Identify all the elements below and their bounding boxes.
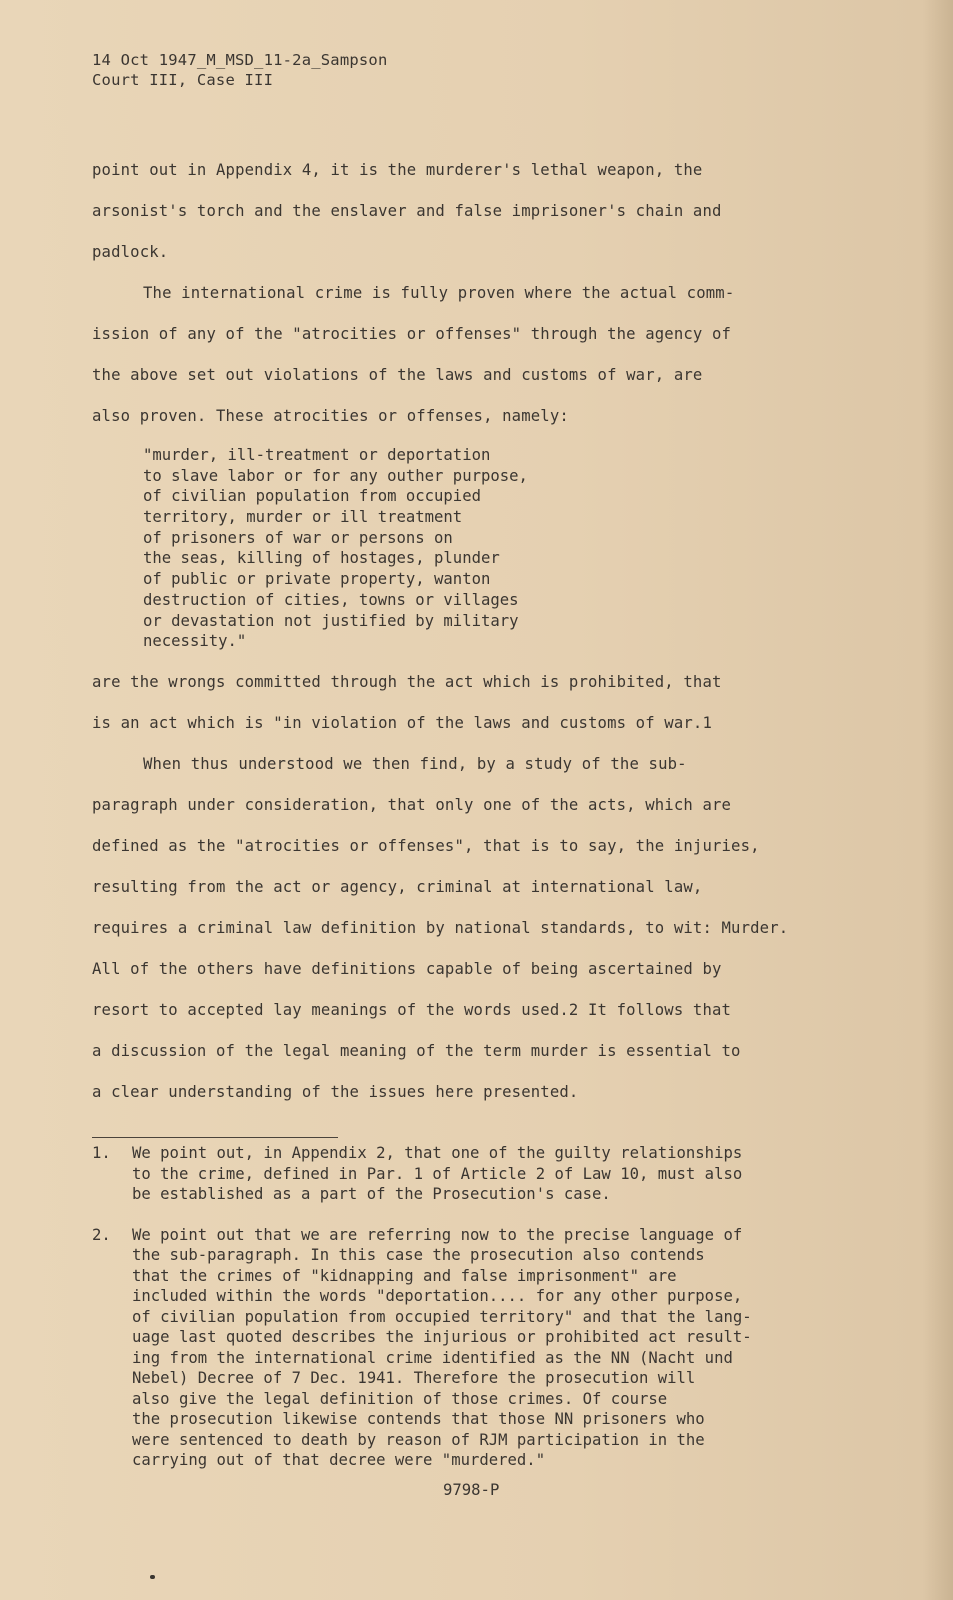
footnote [92,1225,852,1471]
page-number: 9798-P [443,1481,500,1499]
footnote-line: We point out that we are referring now to the precise language of [132,1225,743,1244]
text-line: resulting from the act or agency, criminal at international law, [92,877,703,896]
text-line: padlock. [92,243,169,261]
footnote-line: were sentenced to death by reason of RJM participation in the [132,1430,705,1449]
text-line: is an act which is "in violation of the laws and customs of war.1 [92,713,712,732]
text-line: resort to accepted lay meanings of the words used.2 It follows that [92,1000,732,1019]
quote-line: of civilian population from occupied [143,487,481,506]
quote-line: necessity." [143,632,247,651]
quote-line: territory, murder or ill treatment [143,508,463,527]
footnote-line: Nebel) Decree of 7 Dec. 1941. Therefore the prosecution will [132,1369,696,1387]
footnote-line: to the crime, defined in Par. 1 of Article 2 of Law 10, must also [132,1164,743,1183]
quote-line: destruction of cities, towns or villages [143,590,519,609]
quote-line: "murder, ill-treatment or deportation [143,446,491,464]
paper-edge-shadow [923,0,953,1600]
text-line: point out in Appendix 4, it is the murderer's lethal weapon, the [92,161,703,179]
text-line: requires a criminal law definition by national standards, to wit: Murder. [92,918,789,937]
text-line: paragraph under consideration, that only one of the acts, which are [92,795,732,814]
footnote-line: that the crimes of "kidnapping and false imprisonment" are [132,1266,677,1285]
header-court-line: Court III, Case III [92,71,274,89]
footnote-body [132,1143,852,1205]
footnote-line: of civilian population from occupied territory" and that the lang- [132,1307,752,1326]
footnote-line: uage last quoted describes the injurious or prohibited act result- [132,1328,752,1346]
footnote-line: also give the legal definition of those crimes. Of course [132,1389,668,1408]
footnote-line: the prosecution likewise contends that those NN prisoners who [132,1410,705,1428]
footnote-divider [92,1137,338,1138]
footnotes [92,1143,852,1491]
text-line: All of the others have definitions capable of being ascertained by [92,959,722,978]
main-text [92,150,852,1113]
footnote-line: ing from the international crime identified as the NN (Nacht und [132,1348,733,1367]
text-line: are the wrongs committed through the act which is prohibited, that [92,672,722,691]
text-line: a clear understanding of the issues here presented. [92,1082,579,1101]
ink-speck [150,1575,155,1579]
text-line: ission of any of the "atrocities or offenses" through the agency of [92,325,732,343]
footnote [92,1143,852,1205]
footnote-line: be established as a part of the Prosecution's case. [132,1185,611,1203]
text-line: arsonist's torch and the enslaver and false imprisoner's chain and [92,202,722,220]
text-line: also proven. These atrocities or offenses, namely: [92,407,569,425]
text-line: The international crime is fully proven where the actual comm- [143,284,735,302]
document-header [92,50,388,90]
header-date-line: 14 Oct 1947_M_MSD_11-2a_Sampson [92,51,388,69]
footnote-line: We point out, in Appendix 2, that one of the guilty relationships [132,1144,743,1162]
quote-line: to slave labor or for any outher purpose, [143,466,528,485]
footnote-line: included within the words "deportation.... for any other purpose, [132,1287,743,1305]
quote-line: or devastation not justified by military [143,611,519,630]
quote-line: of prisoners of war or persons on [143,528,453,547]
text-line: the above set out violations of the laws and customs of war, are [92,366,703,384]
text-line: When thus understood we then find, by a study of the sub- [143,754,687,773]
footnote-line: carrying out of that decree were "murdered." [132,1451,546,1469]
footnote-body [132,1225,852,1471]
quote-line: of public or private property, wanton [143,570,491,589]
quote-line: the seas, killing of hostages, plunder [143,549,500,568]
text-line: a discussion of the legal meaning of the term murder is essential to [92,1041,741,1060]
block-quote [92,445,852,652]
text-line: defined as the "atrocities or offenses", that is to say, the injuries, [92,836,760,855]
footnote-number: 2. [92,1225,111,1244]
footnote-number: 1. [92,1144,111,1162]
footnote-line: the sub-paragraph. In this case the prosecution also contends [132,1246,705,1264]
